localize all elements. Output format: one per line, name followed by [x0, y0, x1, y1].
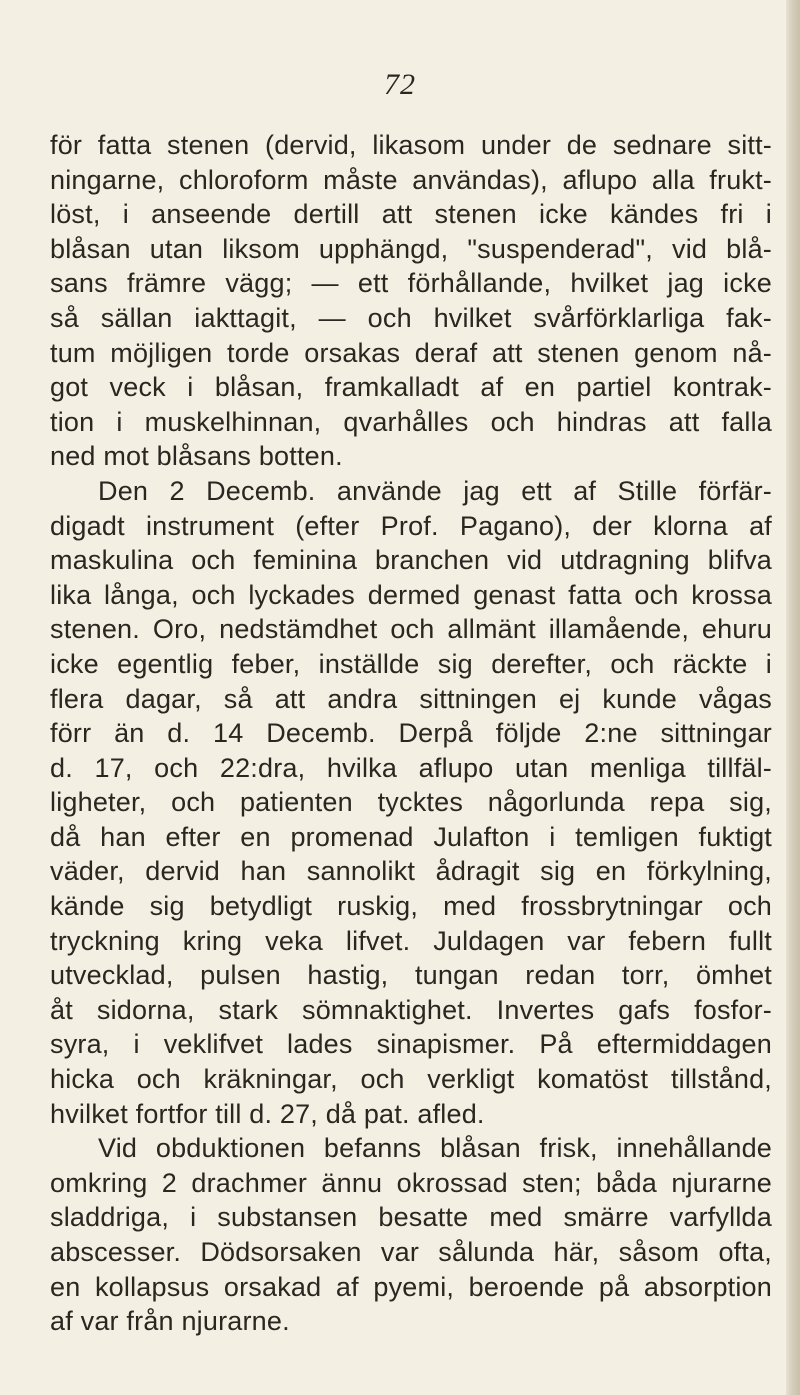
page-number: 72 [384, 68, 416, 101]
body-text [50, 128, 772, 1339]
text-line: kände sig betydligt ruskig, med frossbrytningar och [50, 891, 772, 922]
text-line: got veck i blåsan, framkalladt af en partiel kontrak- [50, 372, 772, 403]
text-line: tum möjligen torde orsakas deraf att stenen genom nå- [50, 337, 772, 368]
text-line: ned mot blåsans botten. [50, 441, 343, 472]
text-line: flera dagar, så att andra sittningen ej kunde vågas [50, 683, 772, 714]
text-line: så sällan iakttagit, — och hvilket svårförklarliga fak- [50, 302, 772, 333]
paragraph-2 [50, 474, 772, 1131]
text-line: blåsan utan liksom upphängd, "suspenderad", vid blå- [50, 233, 772, 264]
text-line: tryckning kring veka lifvet. Juldagen var febern fullt [50, 925, 772, 956]
text-line: hicka och kräkningar, och verkligt komatöst tillstånd, [50, 1064, 772, 1095]
text-line: sans främre vägg; — ett förhållande, hvilket jag icke [50, 268, 772, 299]
text-line: digadt instrument (efter Prof. Pagano), der klorna af [50, 510, 772, 541]
text-line: omkring 2 drachmer ännu okrossad sten; båda njurarne [50, 1167, 772, 1198]
paragraph-1 [50, 128, 772, 474]
text-line: hvilket fortfor till d. 27, då pat. afled. [50, 1098, 485, 1129]
text-line: åt sidorna, stark sömnaktighet. Invertes gafs fosfor- [50, 994, 772, 1025]
paragraph-3 [50, 1131, 772, 1339]
text-line: väder, dervid han sannolikt ådragit sig en förkylning, [50, 856, 772, 887]
text-line: Den 2 Decemb. använde jag ett af Stille förfär- [98, 475, 772, 506]
text-line: utvecklad, pulsen hastig, tungan redan torr, ömhet [50, 960, 772, 991]
text-line: ningarne, chloroform måste användas), aflupo alla frukt- [50, 164, 772, 195]
text-line: löst, i anseende dertill att stenen icke kändes fri i [50, 199, 772, 230]
text-line: för fatta stenen (dervid, likasom under de sednare sitt- [50, 130, 772, 160]
text-line: lika långa, och lyckades dermed genast fatta och krossa [50, 579, 772, 610]
text-line: syra, i veklifvet lades sinapismer. På eftermiddagen [50, 1029, 772, 1060]
text-line: ligheter, och patienten tycktes någorlunda repa sig, [50, 787, 772, 818]
text-line: då han efter en promenad Julafton i temligen fuktigt [50, 821, 772, 852]
text-line: maskulina och feminina branchen vid utdragning blifva [50, 545, 772, 576]
text-line: sladdriga, i substansen besatte med smärre varfyllda [50, 1202, 772, 1233]
page-edge [786, 0, 800, 1395]
text-line: Vid obduktionen befanns blåsan frisk, innehållande [98, 1133, 772, 1164]
text-line: tion i muskelhinnan, qvarhålles och hindras att falla [50, 406, 772, 437]
text-line: abscesser. Dödsorsaken var sålunda här, såsom ofta, [50, 1237, 772, 1267]
text-line: d. 17, och 22:dra, hvilka aflupo utan menliga tillfäl- [50, 752, 772, 783]
text-line: förr än d. 14 Decemb. Derpå följde 2:ne sittningar [50, 718, 772, 749]
text-line: af var från njurarne. [50, 1306, 290, 1337]
text-line: en kollapsus orsakad af pyemi, beroende på absorption [50, 1271, 772, 1302]
text-line: icke egentlig feber, inställde sig derefter, och räckte i [50, 648, 772, 679]
text-line: stenen. Oro, nedstämdhet och allmänt illamående, ehuru [50, 614, 772, 645]
